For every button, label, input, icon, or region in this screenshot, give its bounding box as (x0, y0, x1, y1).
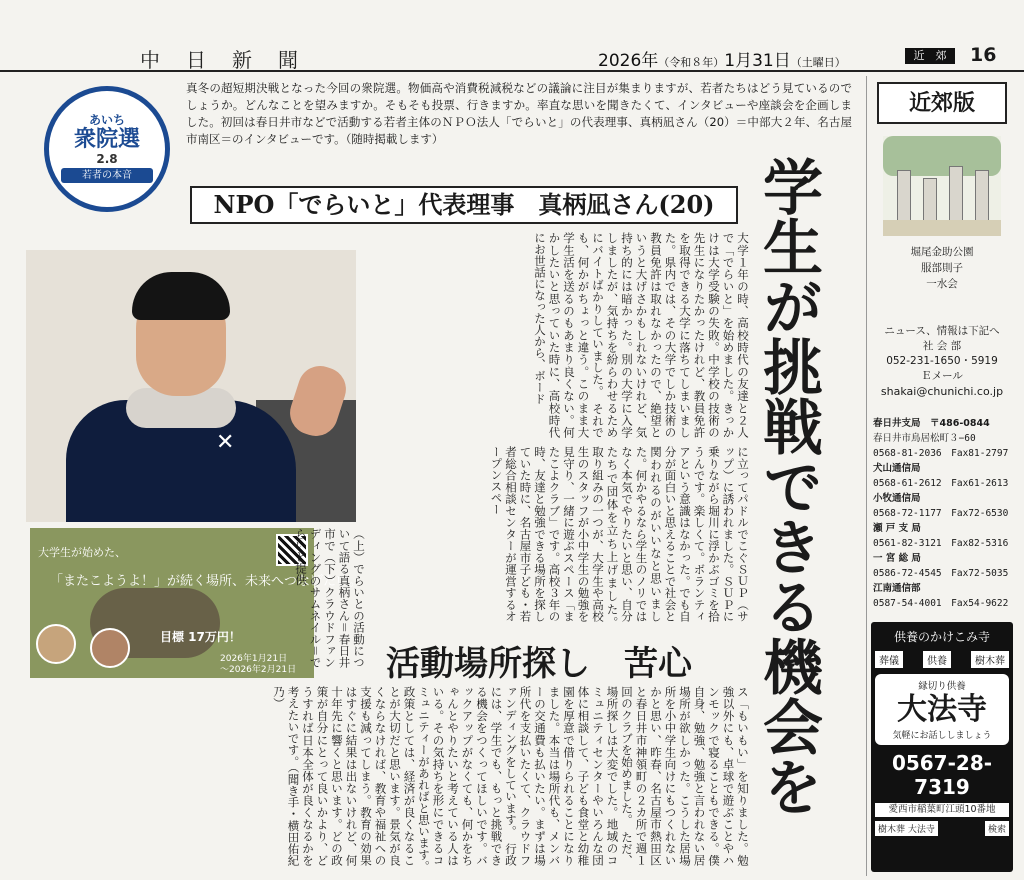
sketch-place: 堀尾金助公園 (910, 246, 974, 258)
section-tag: 近 郊 (905, 48, 955, 64)
sketch-stone (975, 170, 989, 224)
ad-tags (875, 651, 1009, 668)
issue-weekday: （土曜日） (790, 56, 846, 69)
right-sidebar (866, 76, 1016, 876)
ad-tag: 葬儀 (875, 651, 903, 668)
sketch-caption (867, 244, 1017, 292)
sketch-artist: 服部則子 (921, 262, 963, 274)
branch-tel: 0586-72-4545 Fax72-5035 (873, 568, 1009, 579)
thumbnail-line1: 大学生が始めた、 (38, 546, 126, 559)
branch-item (873, 551, 1013, 581)
news-dept: 社 会 部 (922, 340, 962, 352)
caption-bottom: （下）クラウドファンディングのサムネイル＝でらいと提供 (294, 528, 337, 669)
paper-name: 中日新聞 (140, 48, 324, 72)
interviewee-photo (26, 250, 356, 522)
ad-search-term: 樹木葬 大法寺 (875, 821, 938, 836)
news-contact (867, 324, 1017, 399)
ad-name-box (875, 674, 1009, 745)
news-email[interactable]: shakai@chunichi.co.jp (880, 385, 1004, 398)
emblem-band: 若者の本音 (61, 168, 153, 183)
ad-tag: 供養 (923, 651, 951, 668)
emblem-title: 衆院選 (73, 127, 140, 152)
issue-day: 1月31日 (724, 51, 791, 71)
branch-item (873, 581, 1013, 611)
sketch-group: 一水会 (926, 278, 958, 290)
ad-address: 愛西市稲葉町江頭10番地 (875, 803, 1009, 817)
ad-tagline: 気軽にお話ししましょう (892, 731, 992, 741)
temple-advertisement (871, 622, 1013, 872)
park-sketch (883, 136, 1001, 236)
branch-tel: 0561-82-3121 Fax82-5316 (873, 538, 1009, 549)
branch-item (873, 491, 1013, 521)
sketch-stone (949, 166, 963, 224)
article-column-2: に立ってパドルでこぐＳＵＰ（サップ）に誘われました。ＳＵＰに乗りながら堀川に浮かぶゴミを拾うんです。楽しくて。ボランティアという意識はなかった。でも自分が面白いと思えることで社会と関われるのがいいなと思いました。何かやるなら学生のノリではなく本気でやりたいと思い、自分たちで団体を立ち上げました。 取り組みの一つが、大学生や高校生のスタッフが小中学生の勉強を見守り、一緒に遊ぶスペース「またこよクラブ」です。高校３年の時、友達と勉強できる場所を探していた時に、名古屋市子ども・若者総合相談センターが運営するオープンスペー (489, 446, 750, 634)
photo-caption (294, 528, 366, 669)
branch-name: 瀬 戸 支 局 (873, 523, 921, 534)
branch-name: 一 宮 総 局 (873, 553, 921, 564)
ad-tag: 樹木葬 (971, 651, 1009, 668)
article-column-3: ス「もいもい」を知りました。勉強以外にも、卓球で遊ぶことやハンモックで寝ることもできる。僕自身、勉強、勉強と言われない居場所が欲しかった。こうした居場所を小中学生向けにもつくれないかと思い、昨春、名古屋市熱田区と春日井市神領町の２カ所で週１回のクラブを始めました。 ただ、場所探しは大変でした。地域のコミュニティセンターやいろんな団体に相談して、子ども食堂と幼稚園を厚意で借りられることになりました。本当は場所代も、メンバーの交通費も払いたい。まずは場所代を支払いたくて、クラウドファンディングをしています。 行政には、学生でも、もっと挑戦できる機会をつくってほしいです。バックアップがなくても、何かをちゃんとやりたいと考えている人はいる。その気持ちを形にできるコミュニティーがあればと思います。 政策としては、経済が良くなることが大切だと思います。景気が良くならなければ、教育や福祉への支援も減ってしまう。教育の効果はすぐに結果は出ないけれど、何十年先に響くと思います。どの政策が自分にとって良いかより、どうすれば日本全体が良くなるかを考えたいです。（聞き手・横田佑紀乃） (272, 686, 750, 878)
branch-name: 犬山通信局 (873, 463, 921, 474)
jacket-emblem-icon: ✕ (216, 430, 235, 455)
branch-item (873, 416, 1013, 461)
sketch-stone (897, 170, 911, 224)
thumbnail-inset-photo (36, 624, 76, 664)
ad-phone: 0567-28-7319 (891, 751, 993, 799)
main-headline: 学生が挑戦できる機会を (753, 156, 823, 816)
ad-search-button: 検索 (985, 821, 1009, 836)
branch-tel: 0568-72-1177 Fax72-6530 (873, 508, 1009, 519)
election-emblem (44, 86, 170, 212)
branch-name: 小牧通信局 (873, 493, 921, 504)
branch-item (873, 461, 1013, 491)
issue-era: （令和８年） (658, 56, 725, 69)
thumbnail-date-to: 〜2026年2月21日 (220, 665, 297, 675)
lede-paragraph: 真冬の超短期決戦となった今回の衆院選。物価高や消費税減税などの議論に注目が集まりますが、若者たちはどう見ているのでしょうか。どんなことを望みますか。そもそも投票、行きますか。率直な思いを聞きたくて、インタビューや座談会を企画しました。初回は春日井市などで活動する若者主体のＮＰＯ法人「でらいと」の代表理事、真柄凪さん（20）＝中部大２年、名古屋市南区＝のインタビューです。（随時掲載します） (186, 81, 852, 146)
branch-item (873, 521, 1013, 551)
masthead (0, 0, 1024, 72)
emblem-date: 2.8 (96, 152, 118, 166)
branch-list (873, 416, 1013, 611)
news-head: ニュース、情報は下記へ (884, 325, 1000, 337)
branch-tel: 0587-54-4001 Fax54-9622 (873, 598, 1009, 609)
page-number: 16 (970, 44, 997, 66)
ad-top-line: 供養のかけこみ寺 (893, 630, 990, 644)
thumbnail-line2: 「またこようよ！」が続く場所、未来へつなげたい。 (50, 574, 363, 589)
ad-subtitle: 縁切り供養 (918, 681, 966, 692)
news-phone: 052-231-1650・5919 (886, 355, 998, 367)
branch-name: 江南通信部 (873, 583, 921, 594)
branch-name: 春日井支局 〒486-0844 (873, 418, 990, 429)
sketch-ground (883, 220, 1001, 236)
emblem-region: あいち (88, 113, 125, 127)
caption-top: （上）でらいとの活動について語る真柄さん＝春日井市で (323, 528, 366, 668)
branch-tel: 0568-81-2036 Fax81-2797 (873, 448, 1009, 459)
ad-footer (875, 821, 1009, 836)
thumbnail-date-from: 2026年1月21日 (220, 654, 288, 664)
issue-year: 2026年 (598, 51, 659, 71)
masthead-rule (0, 70, 1024, 72)
branch-tel: 0568-61-2612 Fax61-2613 (873, 478, 1009, 489)
thumbnail-dates (220, 654, 296, 676)
sketch-stone (923, 178, 937, 224)
sub-headline: 活動場所探し 苦心 (386, 644, 692, 684)
news-email-label: Ｅメール (921, 370, 963, 382)
interviewee-nameplate: NPO「でらいと」代表理事 真柄凪さん(20) (190, 186, 738, 224)
ad-temple-name: 大法寺 (897, 692, 987, 727)
branch-address: 春日井市鳥居松町３−60 (873, 433, 976, 444)
thumbnail-goal: 目標 17万円！ (160, 630, 241, 644)
edition-title: 近郊版 (877, 82, 1007, 124)
issue-date (598, 46, 846, 71)
article-column-1: 大学１年の時、高校時代の友達と２人で「でらいと」を始めました。きっかけは大学受験の失敗。中学校の技術の先生になりたかったけれど、教員免許を取得できる大学に落ちてしまいました。県内では、その大学でしか技術の教員免許は取れなかったので、絶望というと大げさかもしれないけれど、気持ち的には暗かった。別の大学に入学しましたが、気持ちを紛らわせるためにバイトばかりしていました。 それでも、何かがちょっと違う。このまま大学生活を送るのもあまり良くない。何かしたいと思っていた時に、高校時代にお世話になった人から、ボード (533, 232, 750, 438)
thumbnail-inset-photo (90, 628, 130, 668)
